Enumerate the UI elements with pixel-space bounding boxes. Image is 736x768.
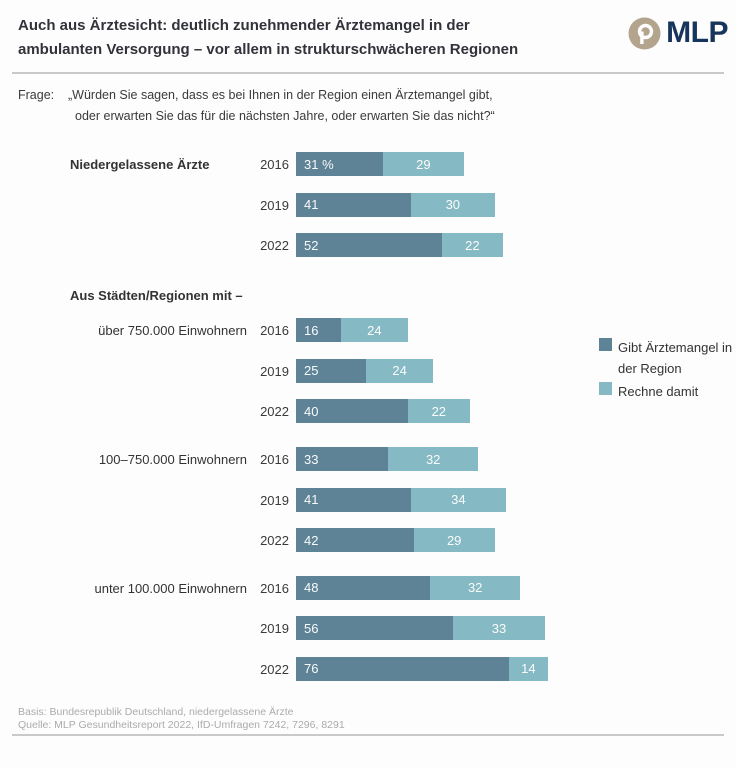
bar-segment-expect-value: 33 — [491, 620, 507, 636]
bar-segment-expect — [411, 488, 506, 512]
bar-segment-expect-value: 32 — [425, 451, 441, 467]
bar-segment-shortage — [296, 399, 408, 423]
bar-segment-shortage-value: 31 % — [304, 156, 334, 172]
bar-segment-shortage — [296, 576, 430, 600]
bar-segment-shortage — [296, 318, 341, 342]
bar-segment-expect-value: 14 — [521, 661, 536, 676]
legend-entry-shortage — [599, 337, 736, 379]
bar-segment-expect-value: 34 — [451, 492, 466, 507]
row-year-label: 2016 — [260, 580, 289, 596]
bar-segment-shortage-value: 33 — [304, 451, 319, 467]
row-year-label: 2022 — [260, 661, 289, 677]
stacked-bar — [296, 152, 464, 176]
question-label: Frage: — [18, 88, 55, 102]
bar-segment-shortage-value: 56 — [304, 620, 319, 636]
bar-segment-shortage-value: 41 — [304, 492, 319, 507]
bar-segment-expect-value: 32 — [467, 580, 483, 595]
bar-segment-expect-value: 22 — [431, 403, 447, 419]
page-title — [18, 14, 578, 62]
legend-swatch-light — [599, 382, 612, 395]
page-title-line2: ambulanten Versorgung – vor allem in strukturschwächeren Regionen — [18, 41, 519, 58]
bar-segment-shortage — [296, 447, 388, 471]
bar-segment-expect — [341, 318, 408, 342]
group-label: Niedergelassene Ärzte — [70, 157, 210, 172]
bar-segment-expect — [442, 233, 504, 257]
bar-segment-shortage — [296, 657, 509, 681]
bar-segment-shortage — [296, 152, 383, 176]
stacked-bar — [296, 399, 470, 423]
mlp-logo — [628, 16, 728, 50]
stacked-bar — [296, 657, 548, 681]
bar-segment-shortage-value: 25 — [304, 363, 319, 378]
bar-segment-expect — [453, 616, 545, 640]
bar-segment-expect — [430, 576, 520, 600]
bar-segment-expect-value: 22 — [465, 237, 480, 253]
bar-segment-expect-value: 30 — [445, 197, 461, 212]
bar-segment-expect — [366, 359, 433, 383]
row-year-label: 2019 — [260, 621, 289, 636]
bar-segment-expect — [408, 399, 470, 423]
bar-segment-shortage-value: 42 — [304, 532, 319, 548]
bar-segment-shortage-value: 40 — [304, 403, 319, 419]
legend-label-shortage: Gibt Ärztemangel in der Region — [618, 340, 733, 376]
stacked-bar — [296, 528, 495, 552]
bar-segment-expect — [411, 193, 495, 217]
group-label: unter 100.000 Einwohnern — [94, 580, 247, 596]
bar-segment-shortage-value: 41 — [304, 197, 319, 212]
legend-entry-expect — [599, 381, 736, 402]
stacked-bar — [296, 193, 495, 217]
stacked-bar — [296, 447, 478, 471]
footer-divider — [12, 734, 724, 736]
stacked-bar — [296, 576, 520, 600]
question-text-line2: oder erwarten Sie das für die nächsten Jahre, oder erwarten Sie das nicht?“ — [75, 109, 495, 123]
row-year-label: 2016 — [260, 323, 289, 338]
stacked-bar — [296, 359, 433, 383]
stacked-bar — [296, 233, 503, 257]
group-label: über 750.000 Einwohnern — [98, 323, 247, 338]
bar-segment-shortage — [296, 193, 411, 217]
stacked-bar — [296, 616, 545, 640]
bar-segment-expect-value: 29 — [416, 156, 431, 172]
mlp-logo-icon — [628, 17, 661, 50]
group-label: 100–750.000 Einwohnern — [98, 452, 247, 467]
bar-segment-shortage-value: 76 — [304, 661, 319, 676]
bar-segment-shortage — [296, 359, 366, 383]
row-year-label: 2016 — [260, 157, 289, 172]
row-year-label: 2022 — [260, 533, 289, 548]
row-year-label: 2019 — [260, 492, 289, 508]
bar-segment-expect — [414, 528, 495, 552]
bar-segment-shortage-value: 52 — [304, 237, 319, 253]
question-text-line1: „Würden Sie sagen, dass es bei Ihnen in der Region einen Ärztemangel gibt, — [68, 88, 493, 102]
footer-quelle: Quelle: MLP Gesundheitsreport 2022, IfD-Umfragen 7242, 7296, 8291 — [18, 719, 345, 731]
bar-segment-shortage — [296, 616, 453, 640]
bar-segment-shortage — [296, 233, 442, 257]
bar-segment-shortage-value: 16 — [304, 322, 319, 338]
legend-label-expect: Rechne damit — [618, 384, 699, 399]
stacked-bar — [296, 318, 408, 342]
bar-segment-shortage — [296, 528, 414, 552]
mlp-logo-wordmark: MLP — [666, 16, 728, 49]
row-year-label: 2019 — [260, 197, 289, 213]
section-header-cities: Aus Städten/Regionen mit – — [70, 288, 243, 303]
bar-segment-shortage — [296, 488, 411, 512]
bar-segment-expect-value: 24 — [392, 363, 407, 378]
bar-segment-expect-value: 24 — [367, 322, 382, 338]
bar-segment-expect-value: 29 — [446, 532, 462, 548]
row-year-label: 2016 — [260, 452, 289, 467]
bar-segment-shortage-value: 48 — [304, 580, 319, 595]
row-year-label: 2022 — [260, 238, 289, 253]
bar-segment-expect — [509, 657, 548, 681]
row-year-label: 2022 — [260, 404, 289, 419]
legend-swatch-dark — [599, 338, 612, 351]
header-divider — [12, 72, 724, 74]
bar-segment-expect — [383, 152, 464, 176]
row-year-label: 2019 — [260, 363, 289, 379]
bar-segment-expect — [388, 447, 478, 471]
page-title-line1: Auch aus Ärztesicht: deutlich zunehmender Ärztemangel in der — [18, 17, 470, 34]
stacked-bar — [296, 488, 506, 512]
footer-basis: Basis: Bundesrepublik Deutschland, niedergelassene Ärzte — [18, 706, 294, 718]
